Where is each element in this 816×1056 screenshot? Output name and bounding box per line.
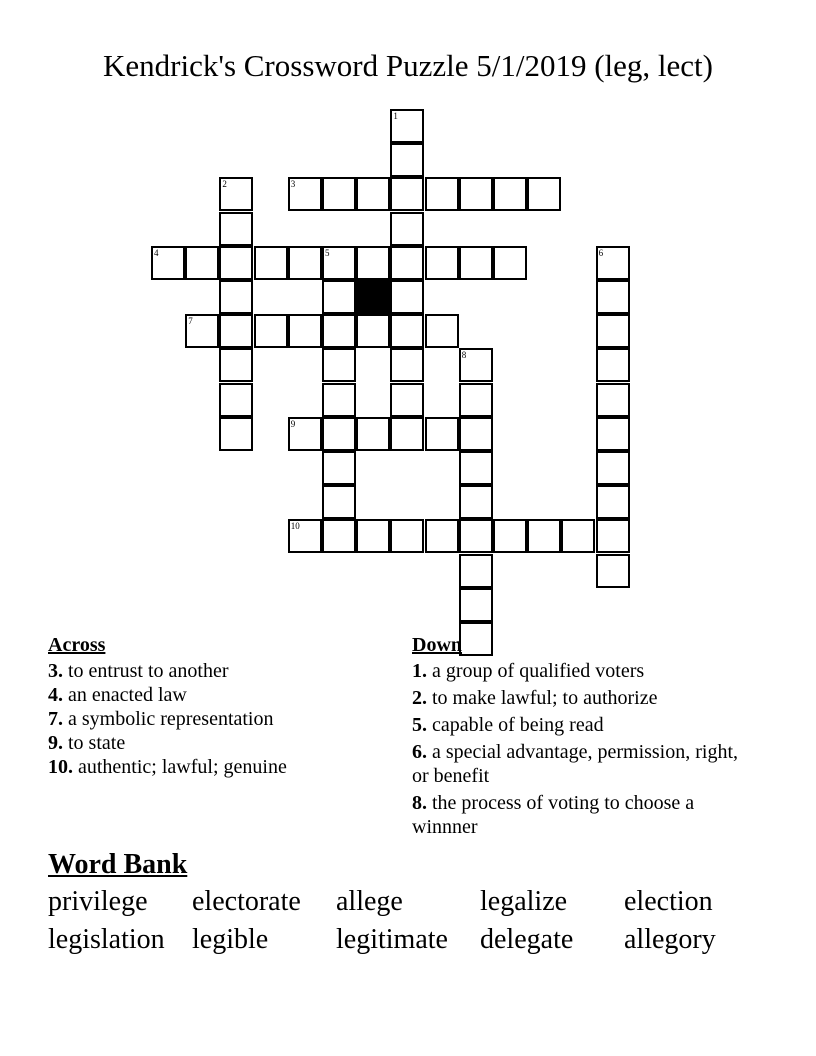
grid-cell[interactable]: [219, 383, 253, 417]
grid-cell[interactable]: [288, 314, 322, 348]
grid-cell[interactable]: [288, 177, 322, 211]
word-bank-item: legitimate: [336, 924, 448, 955]
clue-number: 1.: [412, 660, 427, 682]
grid-cell[interactable]: [425, 519, 459, 553]
cell-number: 6: [598, 247, 604, 258]
down-clue: [412, 659, 752, 683]
grid-cell[interactable]: [459, 246, 493, 280]
clue-number: 4.: [48, 684, 63, 706]
grid-cell[interactable]: [151, 246, 185, 280]
down-clues: [412, 631, 752, 842]
clue-number: 3.: [48, 660, 63, 682]
grid-cell[interactable]: [390, 348, 424, 382]
cell-number: 3: [290, 179, 296, 190]
grid-cell[interactable]: [219, 280, 253, 314]
across-clue: [48, 755, 368, 779]
grid-cell[interactable]: [356, 177, 390, 211]
grid-cell[interactable]: [219, 348, 253, 382]
grid-cell[interactable]: [288, 519, 322, 553]
word-bank-item: electorate: [192, 886, 301, 917]
grid-cell[interactable]: [322, 519, 356, 553]
grid-cell[interactable]: [390, 109, 424, 143]
grid-cell[interactable]: [459, 519, 493, 553]
grid-cell[interactable]: [390, 383, 424, 417]
clue-number: 5.: [412, 714, 427, 736]
grid-cell[interactable]: [219, 177, 253, 211]
cell-number: 9: [290, 418, 296, 429]
grid-cell[interactable]: [425, 177, 459, 211]
across-heading: Across: [48, 634, 106, 656]
grid-cell[interactable]: [459, 417, 493, 451]
cell-number: 4: [154, 247, 159, 258]
grid-cell[interactable]: [596, 383, 630, 417]
grid-cell[interactable]: [322, 348, 356, 382]
grid-cell[interactable]: [425, 417, 459, 451]
word-bank-item: legislation: [48, 924, 165, 955]
grid-cell[interactable]: [493, 177, 527, 211]
grid-cell[interactable]: [322, 280, 356, 314]
grid-cell[interactable]: [390, 417, 424, 451]
grid-cell[interactable]: [596, 246, 630, 280]
grid-cell[interactable]: [459, 554, 493, 588]
clue-number: 6.: [412, 741, 427, 763]
grid-cell[interactable]: [596, 348, 630, 382]
puzzle-title: Kendrick's Crossword Puzzle 5/1/2019 (leg, lect): [103, 48, 713, 83]
grid-cell[interactable]: [322, 451, 356, 485]
word-bank-item: allege: [336, 886, 403, 917]
grid-cell[interactable]: [322, 417, 356, 451]
clue-text: authentic; lawful; genuine: [73, 756, 287, 778]
across-clue: [48, 707, 368, 731]
grid-cell[interactable]: [596, 417, 630, 451]
grid-cell[interactable]: [390, 177, 424, 211]
across-clues: [48, 631, 368, 779]
grid-cell[interactable]: [322, 177, 356, 211]
clue-number: 7.: [48, 708, 63, 730]
grid-cell[interactable]: [322, 314, 356, 348]
grid-cell[interactable]: [322, 246, 356, 280]
grid-cell[interactable]: [596, 280, 630, 314]
grid-cell[interactable]: [390, 314, 424, 348]
grid-cell[interactable]: [596, 554, 630, 588]
grid-cell[interactable]: [356, 417, 390, 451]
across-clue: [48, 659, 368, 683]
down-clue: [412, 713, 752, 737]
cell-number: 10: [290, 521, 300, 532]
grid-cell[interactable]: [219, 212, 253, 246]
grid-cell[interactable]: [322, 383, 356, 417]
grid-cell[interactable]: [219, 246, 253, 280]
down-heading: Down: [412, 634, 463, 656]
grid-cell[interactable]: [219, 417, 253, 451]
grid-cell[interactable]: [425, 246, 459, 280]
clue-number: 9.: [48, 732, 63, 754]
grid-cell[interactable]: [596, 519, 630, 553]
clue-number: 8.: [412, 792, 427, 814]
down-clue: [412, 686, 752, 710]
grid-cell[interactable]: [596, 314, 630, 348]
cell-number: 2: [222, 179, 227, 190]
grid-cell[interactable]: [493, 519, 527, 553]
clue-text: to make lawful; to authorize: [427, 687, 658, 709]
cell-number: 1: [393, 111, 398, 121]
grid-cell[interactable]: [356, 314, 390, 348]
grid-cell[interactable]: [390, 246, 424, 280]
grid-cell[interactable]: [459, 177, 493, 211]
grid-cell[interactable]: [527, 177, 561, 211]
grid-cell[interactable]: [459, 383, 493, 417]
clue-number: 10.: [48, 756, 73, 778]
grid-cell[interactable]: [527, 519, 561, 553]
cell-number: 8: [461, 350, 467, 361]
grid-cell[interactable]: [459, 451, 493, 485]
clue-text: a group of qualified voters: [427, 660, 645, 682]
word-bank-item: allegory: [624, 924, 716, 955]
grid-cell[interactable]: [459, 485, 493, 519]
word-bank: [48, 883, 768, 959]
grid-cell[interactable]: [356, 246, 390, 280]
grid-cell[interactable]: [219, 314, 253, 348]
across-clue: [48, 683, 368, 707]
word-bank-heading: Word Bank: [48, 849, 188, 880]
word-bank-item: delegate: [480, 924, 574, 955]
grid-cell[interactable]: [185, 246, 219, 280]
grid-cell[interactable]: [459, 348, 493, 382]
across-clue: [48, 731, 368, 755]
clue-number: 2.: [412, 687, 427, 709]
grid-cell[interactable]: [185, 314, 219, 348]
cell-number: 7: [188, 316, 193, 327]
down-clue: [412, 740, 752, 788]
word-bank-item: legible: [192, 924, 269, 955]
grid-cell[interactable]: [596, 451, 630, 485]
clue-text: the process of voting to choose a winnner: [412, 792, 695, 838]
word-bank-item: legalize: [480, 886, 568, 917]
down-clue: [412, 791, 752, 839]
grid-cell[interactable]: [425, 314, 459, 348]
grid-cell[interactable]: [390, 212, 424, 246]
grid-cell[interactable]: [254, 314, 288, 348]
grid-cell[interactable]: [596, 485, 630, 519]
clue-text: to state: [63, 732, 126, 754]
black-square: [356, 280, 390, 314]
grid-cell[interactable]: [390, 519, 424, 553]
grid-cell[interactable]: [390, 280, 424, 314]
clue-text: a special advantage, permission, right, or benefit: [412, 741, 739, 787]
clue-text: a symbolic representation: [63, 708, 274, 730]
grid-cell[interactable]: [322, 485, 356, 519]
clue-text: capable of being read: [427, 714, 604, 736]
grid-cell[interactable]: [390, 143, 424, 177]
cell-number: 5: [325, 247, 330, 258]
clue-text: an enacted law: [63, 684, 187, 706]
grid-cell[interactable]: [356, 519, 390, 553]
grid-cell[interactable]: [254, 246, 288, 280]
clue-text: to entrust to another: [63, 660, 229, 682]
grid-cell[interactable]: [561, 519, 595, 553]
grid-cell[interactable]: [493, 246, 527, 280]
word-bank-item: privilege: [48, 886, 148, 917]
grid-cell[interactable]: [288, 417, 322, 451]
word-bank-item: election: [624, 886, 713, 917]
grid-cell[interactable]: [459, 588, 493, 622]
grid-cell[interactable]: [288, 246, 322, 280]
